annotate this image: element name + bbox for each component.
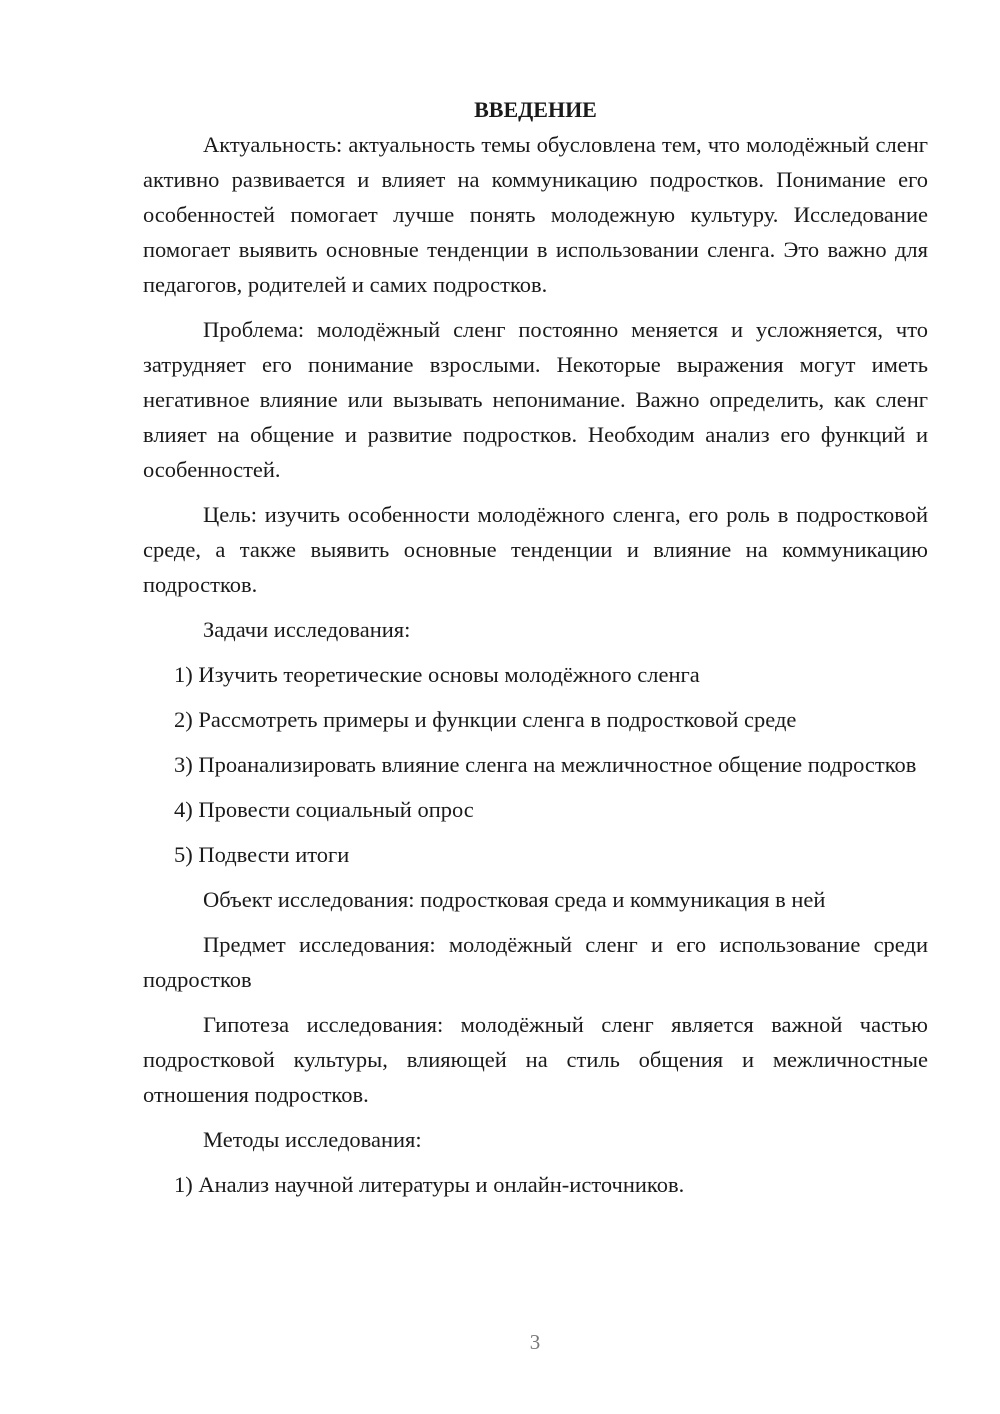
section-title: ВВЕДЕНИЕ	[474, 97, 597, 122]
goal-paragraph: Цель: изучить особенности молодёжного сленга, его роль в подростковой среде, а также выявить основные тенденции и влияние на коммуникацию подростков.	[143, 502, 928, 597]
task-item: 5) Подвести итоги	[174, 842, 350, 867]
tasks-heading: Задачи исследования:	[203, 617, 411, 642]
subject-paragraph: Предмет исследования: молодёжный сленг и его использование среди подростков	[143, 932, 928, 992]
page-number: 3	[529, 1330, 541, 1354]
task-item: 1) Изучить теоретические основы молодёжного сленга	[174, 662, 700, 687]
hypothesis-paragraph: Гипотеза исследования: молодёжный сленг является важной частью подростковой культуры, влияющей на стиль общения и межличностные отношения подростков.	[143, 1012, 928, 1107]
task-item: 2) Рассмотреть примеры и функции сленга в подростковой среде	[174, 707, 797, 732]
task-item: 3) Проанализировать влияние сленга на межличностное общение подростков	[174, 752, 917, 777]
methods-heading: Методы исследования:	[203, 1127, 422, 1152]
page-content	[143, 92, 928, 1202]
task-item: 4) Провести социальный опрос	[174, 797, 474, 822]
method-item: 1) Анализ научной литературы и онлайн-источников.	[174, 1172, 685, 1197]
relevance-paragraph: Актуальность: актуальность темы обусловлена тем, что молодёжный сленг активно развивается и влияет на коммуникацию подростков. Понимание его особенностей помогает лучше понять молодежную культуру. Исследование помогает выявить основные тенденции в использовании сленга. Это важно для педагогов, родителей и самих подростков.	[143, 132, 928, 297]
object-paragraph: Объект исследования: подростковая среда и коммуникация в ней	[203, 887, 826, 912]
problem-paragraph: Проблема: молодёжный сленг постоянно меняется и усложняется, что затрудняет его понимание взрослыми. Некоторые выражения могут иметь негативное влияние или вызывать непонимание. Важно определить, как сленг влияет на общение и развитие подростков. Необходим анализ его функций и особенностей.	[143, 317, 928, 482]
